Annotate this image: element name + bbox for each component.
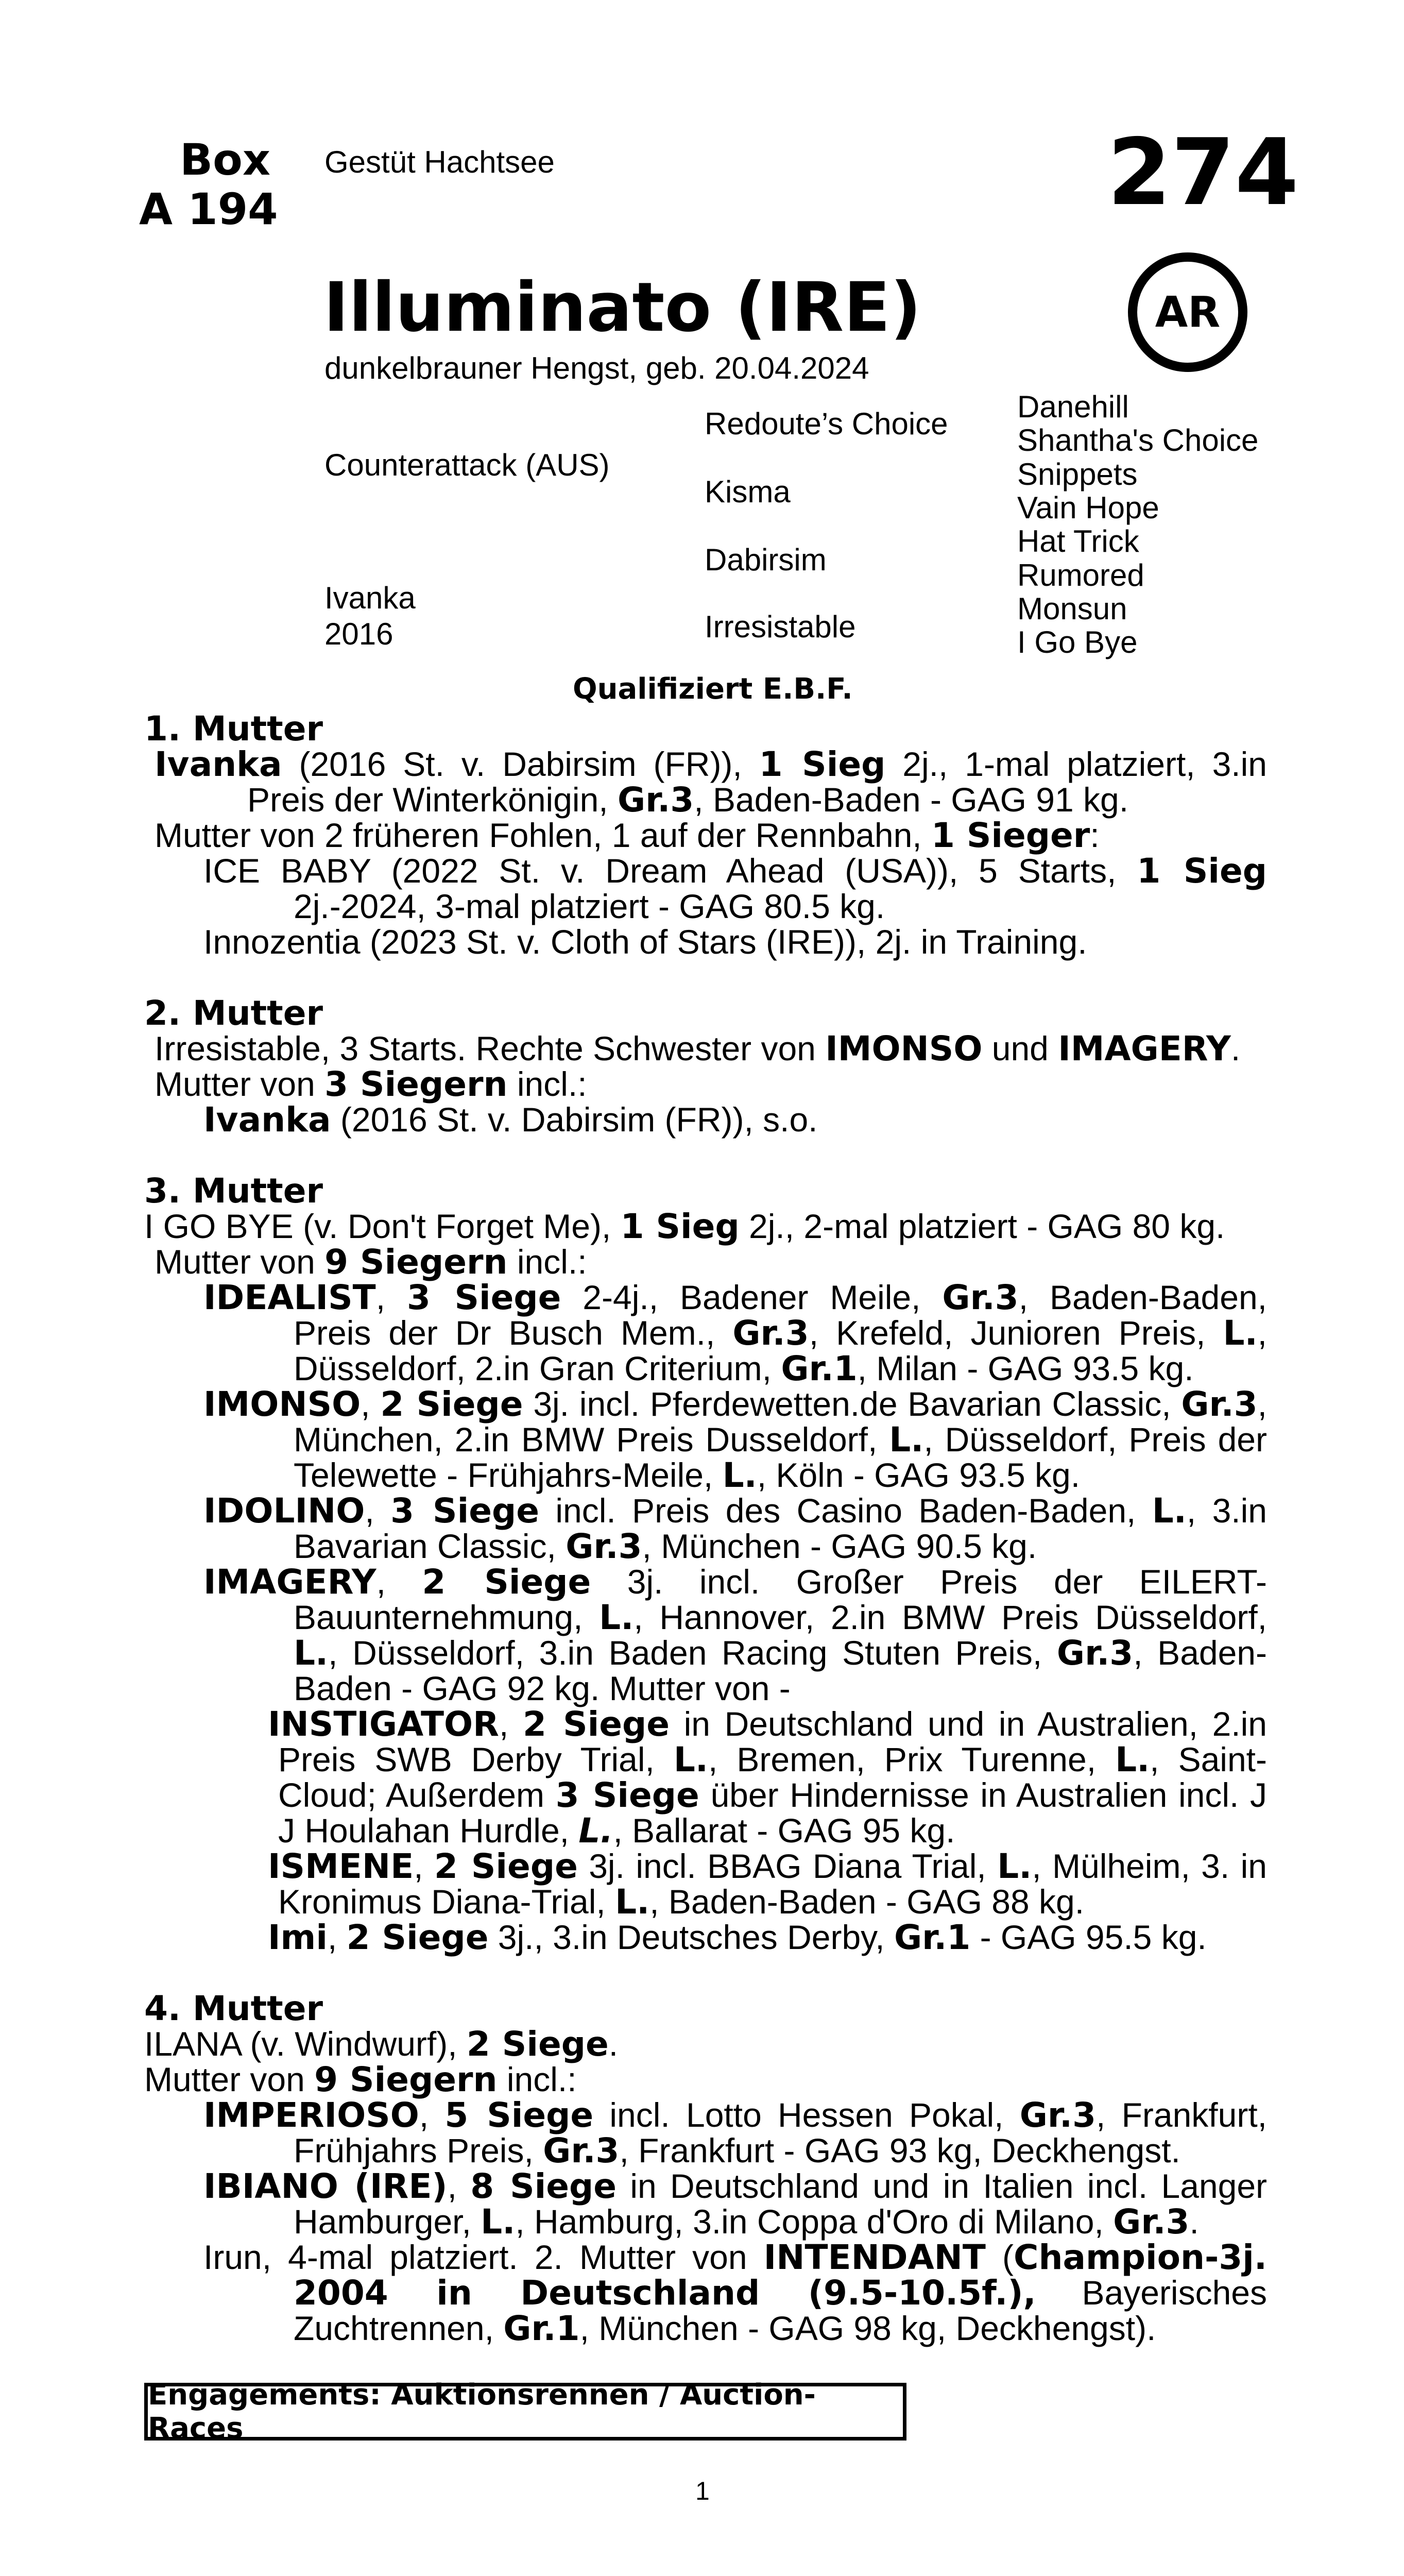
pedigree-ancestor-8: I Go Bye [1017,625,1138,659]
dam-4-foal-irun: Irun, 4-mal platziert. 2. Mutter von INTENDANT (Champion-3j. 2004 in Deutschland (9.5-10.5f.), Bayerisches Zuchtrennen, Gr.1, München - GAG 98 kg, Deckhengst). [203,2238,1267,2348]
breeder: Gestüt Hachtsee [324,145,555,179]
box-line-2: A 194 [139,184,278,234]
dam-2-foal-ivanka: Ivanka (2016 St. v. Dabirsim (FR)), s.o. [203,1100,818,1140]
section-heading-1: 1. Mutter [144,709,323,749]
pedigree-ancestor-5: Hat Trick [1017,524,1139,558]
horse-description: dunkelbrauner Hengst, geb. 20.04.2024 [324,351,869,385]
box-line-1: Box [180,134,270,185]
pedigree-dam-year: 2016 [324,617,393,651]
dam-1-produce-summary: Mutter von 2 früheren Fohlen, 1 auf der Rennbahn, 1 Sieger: [155,816,1100,855]
dam-4-record: ILANA (v. Windwurf), 2 Siege. [144,2024,619,2064]
pedigree-ancestor-2: Shantha's Choice [1017,423,1259,457]
dam-3-foal-imonso: IMONSO, 2 Siege 3j. incl. Pferdewetten.de Bavarian Classic, Gr.3, München, 2.in BMW Preis Dusseldorf, L., Düsseldorf, Preis der Telewette - Frühjahrs-Meile, L., Köln - GAG 93.5 kg. [203,1384,1267,1495]
engagements-box [144,2378,906,2445]
pedigree-ancestor-6: Rumored [1017,558,1144,592]
dam-3-grandfoal-imi: Imi, 2 Siege 3j., 3.in Deutsches Derby, Gr.1 - GAG 95.5 kg. [268,1918,1207,1957]
pedigree-granddam-maternal: Irresistable [705,609,856,644]
pedigree-grandsire-paternal: Redoute’s Choice [705,406,948,441]
pedigree-granddam-paternal: Kisma [705,474,791,509]
lot-number: 274 [1107,119,1299,226]
ar-badge-text: AR [1155,287,1221,337]
pedigree-dam: Ivanka [324,581,416,615]
dam-3-record: I GO BYE (v. Don't Forget Me), 1 Sieg 2j., 2-mal platziert - GAG 80 kg. [144,1207,1225,1246]
ar-badge-icon [1128,252,1247,372]
engagements-text: Engagements: Auktionsrennen / Auction-Races [148,2378,816,2445]
dam-3-foal-idealist: IDEALIST, 3 Siege 2-4j., Badener Meile, Gr.3, Baden-Baden, Preis der Dr Busch Mem., Gr.3, Krefeld, Junioren Preis, L., Düsseldorf, 2.in Gran Criterium, Gr.1, Milan - GAG 93.5 kg. [203,1278,1267,1388]
pedigree-ancestor-3: Snippets [1017,457,1138,492]
dam-3-produce-summary: Mutter von 9 Siegern incl.: [155,1242,587,1282]
dam-2-record: Irresistable, 3 Starts. Rechte Schwester von IMONSO und IMAGERY. [155,1029,1241,1069]
pedigree-ancestor-4: Vain Hope [1017,490,1159,525]
dam-4-foal-ibiano: IBIANO (IRE), 8 Siege in Deutschland und in Italien incl. Langer Hamburger, L., Hamburg, 3.in Coppa d'Oro di Milano, Gr.3. [203,2166,1267,2242]
pedigree-grandsire-maternal: Dabirsim [705,543,827,577]
dam-4-produce-summary: Mutter von 9 Siegern incl.: [144,2060,577,2099]
dam-4-foal-imperioso: IMPERIOSO, 5 Siege incl. Lotto Hessen Pokal, Gr.3, Frankfurt, Frühjahrs Preis, Gr.3, Frankfurt - GAG 93 kg, Deckhengst. [203,2095,1267,2171]
dam-3-foal-idolino: IDOLINO, 3 Siege incl. Preis des Casino Baden-Baden, L., 3.in Bavarian Classic, Gr.3, München - GAG 90.5 kg. [203,1491,1268,1566]
dam-1-record: Ivanka (2016 St. v. Dabirsim (FR)), 1 Sieg 2j., 1-mal platziert, 3.in Preis der Winterkönigin, Gr.3, Baden-Baden - GAG 91 kg. [155,744,1267,820]
pedigree-sire: Counterattack (AUS) [324,448,610,482]
qualified-ebf: Qualifiziert E.B.F. [573,672,853,706]
box-label [139,134,278,234]
produce-record [144,711,1267,2346]
dam-1-foal-innozentia: Innozentia (2023 St. v. Cloth of Stars (IRE)), 2j. in Training. [203,923,1087,961]
dam-2-produce-summary: Mutter von 3 Siegern incl.: [155,1064,587,1104]
pedigree-ancestor-7: Monsun [1017,591,1127,626]
horse-name: Illuminato (IRE) [323,268,921,347]
page-number: 1 [695,2477,710,2505]
pedigree-ancestor-1: Danehill [1017,389,1129,424]
section-heading-2: 2. Mutter [144,993,323,1033]
section-heading-4: 4. Mutter [144,1989,323,2028]
section-heading-3: 3. Mutter [144,1171,323,1211]
dam-3-foal-imagery: IMAGERY, 2 Siege 3j. incl. Großer Preis der EILERT-Bauunternehmung, L., Hannover, 2.in BMW Preis Düsseldorf, L., Düsseldorf, 3.in Baden Racing Stuten Preis, Gr.3, Baden-Baden - GAG 92 kg. Mutter von - [203,1562,1267,1707]
dam-1-foal-ice-baby: ICE BABY (2022 St. v. Dream Ahead (USA)), 5 Starts, 1 Sieg 2j.-2024, 3-mal platziert - GAG 80.5 kg. [203,851,1267,925]
dam-3-grandfoal-ismene: ISMENE, 2 Siege 3j. incl. BBAG Diana Trial, L., Mülheim, 3. in Kronimus Diana-Trial, L., Baden-Baden - GAG 88 kg. [268,1846,1267,1922]
dam-3-grandfoal-instigator: INSTIGATOR, 2 Siege in Deutschland und in Australien, 2.in Preis SWB Derby Trial, L., Bremen, Prix Turenne, L., Saint-Cloud; Außerdem 3 Siege über Hindernisse in Australien incl. J J Houlahan Hurdle, L., Ballarat - GAG 95 kg. [268,1704,1268,1851]
